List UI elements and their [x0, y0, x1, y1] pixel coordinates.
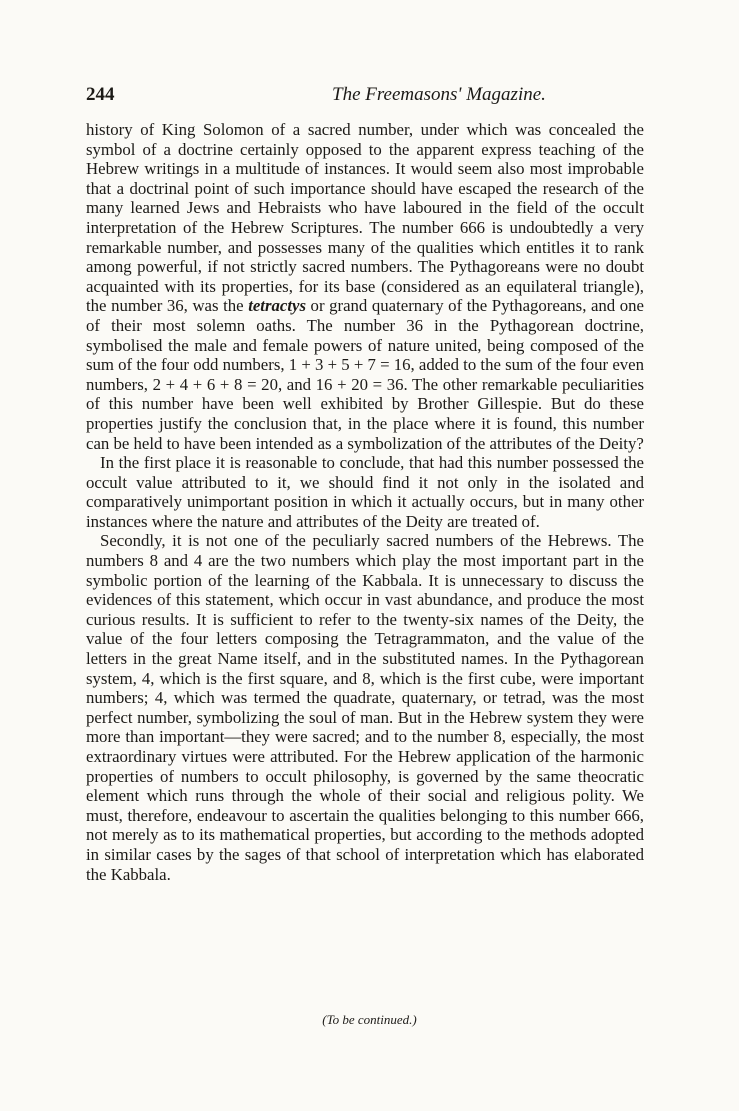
tetractys-emphasis: tetractys [248, 296, 306, 316]
article-body [86, 120, 644, 884]
paragraph-1-text-a: history of King Solomon of a sacred number, under which was concealed the symbol of a doctrine certainly opposed to the apparent express teaching of the Hebrew writings in a multitude of instances. It would seem also most improbable that a doctrinal point of such importance should have escaped the research of the many learned Jews and Hebraists who have laboured in the field of the occult interpretation of the Hebrew Scriptures. The number 666 is undoubtedly a very remarkable number, and possesses many of the qualities which entitles it to rank among powerful, if not strictly sacred numbers. The Pythagoreans were no doubt acquainted with its properties, for its base (considered as an equilateral triangle), the number 36, was the [86, 120, 644, 316]
running-title: The Freemasons' Magazine. [332, 84, 546, 105]
paragraph-2: In the first place it is reasonable to conclude, that had this number possessed the occult value attributed to it, we should find it not only in the isolated and comparatively unimportant position in which it actually occurs, but in many other instances where the nature and attributes of the Deity are treated of. [86, 453, 644, 531]
paragraph-1-text-b: or grand quaternary of the Pythagoreans, and one of their most solemn oaths. The number 36 in the Pythagorean doctrine, symbolised the male and female powers of nature united, being composed of the sum of the four odd numbers, 1 + 3 + 5 + 7 = 16, added to the sum of the four even numbers, 2 + 4 + 6 + 8 = 20, and 16 + 20 = 36. The other remarkable peculiarities of this number have been well exhibited by Brother Gillespie. But do these properties justify the conclusion that, in the place where it is found, this number can be held to have been intended as a symbolization of the attributes of the Deity? [86, 296, 644, 453]
paragraph-3: Secondly, it is not one of the peculiarly sacred numbers of the Hebrews. The numbers 8 and 4 are the two numbers which play the most important part in the symbolic portion of the learning of the Kabbala. It is unnecessary to discuss the evidences of this statement, which occur in vast abundance, and produce the most curious results. It is sufficient to refer to the twenty-six names of the Deity, the value of the four letters composing the Tetragrammaton, and the value of the letters in the great Name itself, and in the substituted names. In the Pythagorean system, 4, which is the first square, and 8, which is the first cube, were important numbers; 4, which was termed the quadrate, quaternary, or tetrad, was the most perfect number, symbolizing the soul of man. But in the Hebrew system they were more than important—they were sacred; and to the number 8, especially, the most extraordinary virtues were attributed. For the Hebrew application of the harmonic properties of numbers to occult philosophy, is governed by the same theocratic element which runs through the whole of their social and religious polity. We must, therefore, endeavour to ascertain the qualities belonging to this number 666, not merely as to its mathematical properties, but according to the methods adopted in similar cases by the sages of that school of interpretation which has elaborated the Kabbala. [86, 531, 644, 884]
page-number: 244 [86, 84, 115, 105]
paragraph-1 [86, 120, 644, 453]
continued-note: (To be continued.) [322, 1012, 417, 1027]
page-header [86, 84, 696, 108]
